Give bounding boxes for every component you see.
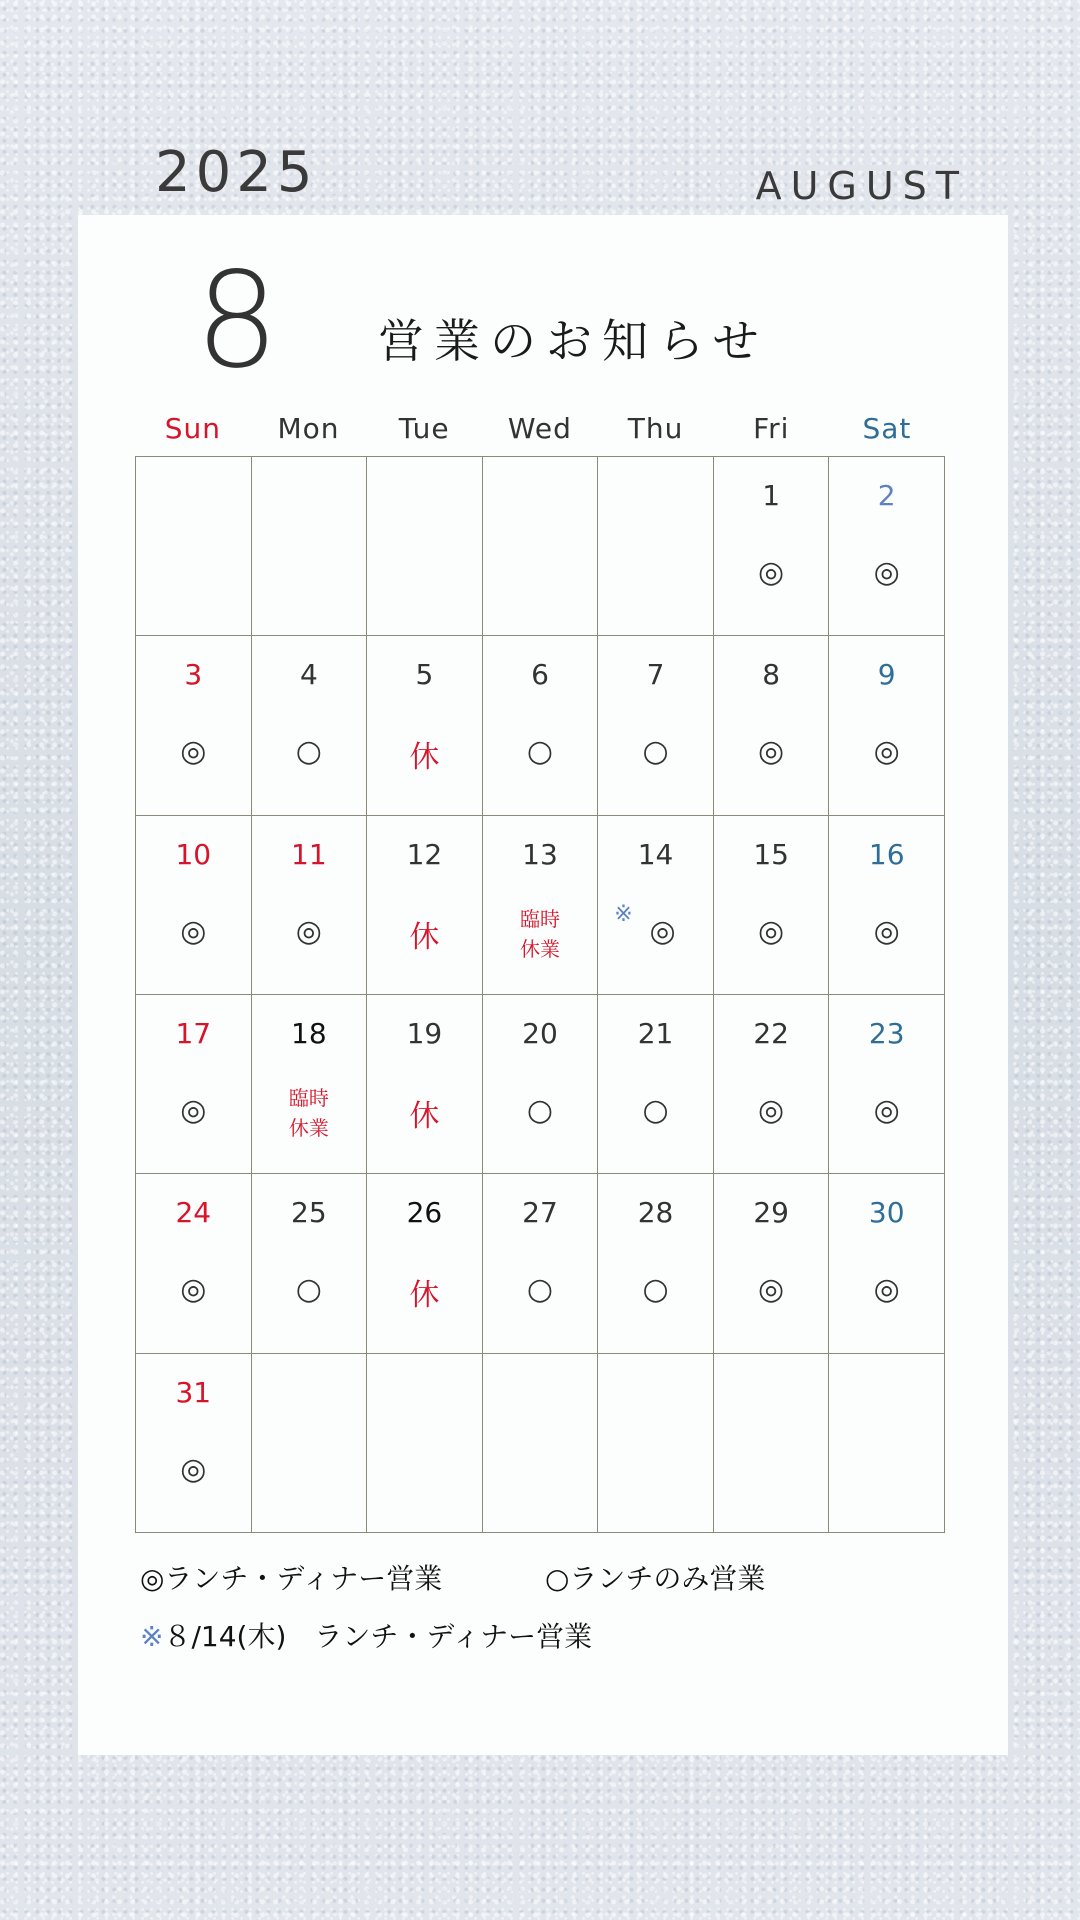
- calendar-day-cell: [714, 1174, 830, 1353]
- notice-title: 営業のお知らせ: [378, 314, 769, 368]
- calendar-day-cell: [714, 995, 830, 1174]
- day-number: 22: [753, 1016, 789, 1050]
- calendar-day-cell: [829, 816, 945, 995]
- calendar-day-cell: [136, 457, 252, 636]
- day-number: 5: [415, 658, 434, 692]
- calendar-day-cell: [598, 1354, 714, 1533]
- lunch-only-icon: ○: [526, 734, 554, 770]
- day-number: 29: [753, 1196, 789, 1230]
- full-service-icon: ◎: [758, 1092, 785, 1128]
- calendar-day-cell: [483, 816, 599, 995]
- calendar-day-cell: [483, 457, 599, 636]
- day-number: 2: [877, 479, 896, 512]
- day-number: 6: [531, 658, 549, 692]
- closed-label: 休: [409, 740, 440, 776]
- calendar-day-cell: [252, 636, 368, 815]
- day-number: 13: [522, 837, 558, 871]
- calendar-day-cell: [136, 1354, 252, 1533]
- calendar-day-cell: [136, 636, 252, 815]
- calendar-day-cell: [252, 1174, 368, 1353]
- day-number: 3: [184, 658, 203, 692]
- weekday-tue: Tue: [398, 412, 450, 445]
- weekday-wed: Wed: [507, 412, 572, 445]
- weekday-fri: Fri: [753, 412, 790, 445]
- full-service-icon: ◎: [758, 555, 785, 590]
- calendar-day-cell: [367, 816, 483, 995]
- calendar-day-cell: [367, 1354, 483, 1533]
- full-service-icon: ◎: [649, 913, 676, 949]
- calendar-day-cell: [483, 1174, 599, 1353]
- full-service-icon: ◎: [180, 1092, 207, 1128]
- full-service-icon: ◎: [873, 555, 900, 590]
- calendar-day-cell: [829, 636, 945, 815]
- month-number: 8: [195, 244, 279, 398]
- year-label: 2025: [155, 140, 318, 205]
- lunch-only-icon: ○: [642, 734, 669, 770]
- calendar-day-cell: [367, 457, 483, 636]
- day-number: 28: [637, 1196, 674, 1230]
- note-asterisk-icon: ※: [614, 901, 633, 927]
- lunch-only-icon: ○: [295, 734, 322, 770]
- calendar-day-cell: [483, 1354, 599, 1533]
- day-number: 25: [291, 1196, 327, 1230]
- calendar-day-cell: [598, 816, 714, 995]
- calendar-day-cell: [252, 1354, 368, 1533]
- day-number: 11: [291, 837, 327, 871]
- calendar-day-cell: [483, 995, 599, 1174]
- calendar-day-cell: [829, 457, 945, 636]
- day-number: 8: [762, 658, 781, 692]
- note-asterisk-icon: ※: [140, 1620, 164, 1653]
- closed-label: 臨時 休業: [288, 1085, 329, 1140]
- day-number: 31: [175, 1375, 212, 1409]
- note-text: ８/14(木) ランチ・ディナー営業: [163, 1620, 593, 1653]
- calendar-day-cell: [714, 1354, 830, 1533]
- calendar-day-cell: [252, 816, 368, 995]
- day-number: 27: [522, 1196, 558, 1230]
- month-name: AUGUST: [755, 164, 968, 208]
- calendar-day-cell: [252, 457, 368, 636]
- full-service-icon: ◎: [758, 1272, 785, 1308]
- calendar-day-cell: [598, 1174, 714, 1353]
- lunch-only-icon: ○: [642, 1092, 669, 1128]
- full-service-icon: ◎: [180, 734, 207, 770]
- calendar-day-cell: [714, 457, 830, 636]
- calendar-day-cell: [136, 1174, 252, 1353]
- weekday-header-row: [135, 412, 945, 445]
- calendar-day-cell: [598, 995, 714, 1174]
- closed-label: 臨時 休業: [519, 906, 560, 961]
- weekday-sun: Sun: [164, 412, 221, 445]
- calendar-day-cell: [829, 1354, 945, 1533]
- full-service-icon: ◎: [180, 913, 207, 949]
- closed-label: 休: [409, 1278, 440, 1314]
- day-number: 10: [175, 837, 212, 871]
- calendar-day-cell: [367, 636, 483, 815]
- calendar-day-cell: [136, 816, 252, 995]
- day-number: 30: [868, 1196, 905, 1230]
- lunch-only-icon: ○: [526, 1272, 554, 1308]
- calendar-day-cell: [367, 995, 483, 1174]
- lunch-only-icon: ○: [642, 1272, 669, 1308]
- calendar-day-cell: [714, 816, 830, 995]
- full-service-icon: ◎: [873, 913, 900, 949]
- lunch-only-icon: ○: [526, 1092, 554, 1128]
- legend-lunch-only: ○ランチのみ営業: [545, 1562, 766, 1595]
- calendar-day-cell: [598, 636, 714, 815]
- weekday-sat: Sat: [862, 412, 912, 445]
- day-number: 18: [291, 1016, 327, 1050]
- calendar-day-cell: [252, 995, 368, 1174]
- full-service-icon: ◎: [295, 913, 322, 949]
- weekday-thu: Thu: [627, 412, 684, 445]
- calendar-day-cell: [367, 1174, 483, 1353]
- full-service-icon: ◎: [873, 1092, 900, 1128]
- day-number: 1: [762, 479, 781, 512]
- day-number: 14: [637, 837, 674, 871]
- legend-full-service: ◎ランチ・ディナー営業: [140, 1562, 443, 1595]
- calendar-day-cell: [829, 995, 945, 1174]
- day-number: 24: [175, 1196, 212, 1230]
- full-service-icon: ◎: [180, 1272, 207, 1308]
- day-number: 12: [406, 837, 443, 871]
- day-number: 19: [406, 1016, 443, 1050]
- day-number: 9: [877, 658, 896, 692]
- day-number: 7: [646, 658, 665, 692]
- special-note: [140, 1615, 592, 1655]
- full-service-icon: ◎: [180, 1451, 207, 1487]
- lunch-only-icon: ○: [295, 1272, 322, 1308]
- calendar-day-cell: [136, 995, 252, 1174]
- day-number: 21: [637, 1016, 674, 1050]
- calendar-grid: [135, 456, 945, 1533]
- day-number: 23: [868, 1016, 905, 1050]
- day-number: 16: [868, 837, 905, 871]
- calendar-day-cell: [483, 636, 599, 815]
- weekday-mon: Mon: [277, 412, 340, 445]
- calendar-day-cell: [598, 457, 714, 636]
- day-number: 4: [299, 658, 318, 692]
- full-service-icon: ◎: [758, 734, 785, 770]
- calendar-day-cell: [829, 1174, 945, 1353]
- day-number: 15: [753, 837, 789, 871]
- full-service-icon: ◎: [758, 913, 785, 949]
- closed-label: 休: [409, 919, 440, 955]
- day-number: 26: [406, 1196, 443, 1230]
- closed-label: 休: [409, 1098, 440, 1134]
- day-number: 17: [175, 1016, 212, 1050]
- full-service-icon: ◎: [873, 734, 900, 770]
- calendar-day-cell: [714, 636, 830, 815]
- full-service-icon: ◎: [873, 1272, 900, 1308]
- day-number: 20: [522, 1016, 558, 1050]
